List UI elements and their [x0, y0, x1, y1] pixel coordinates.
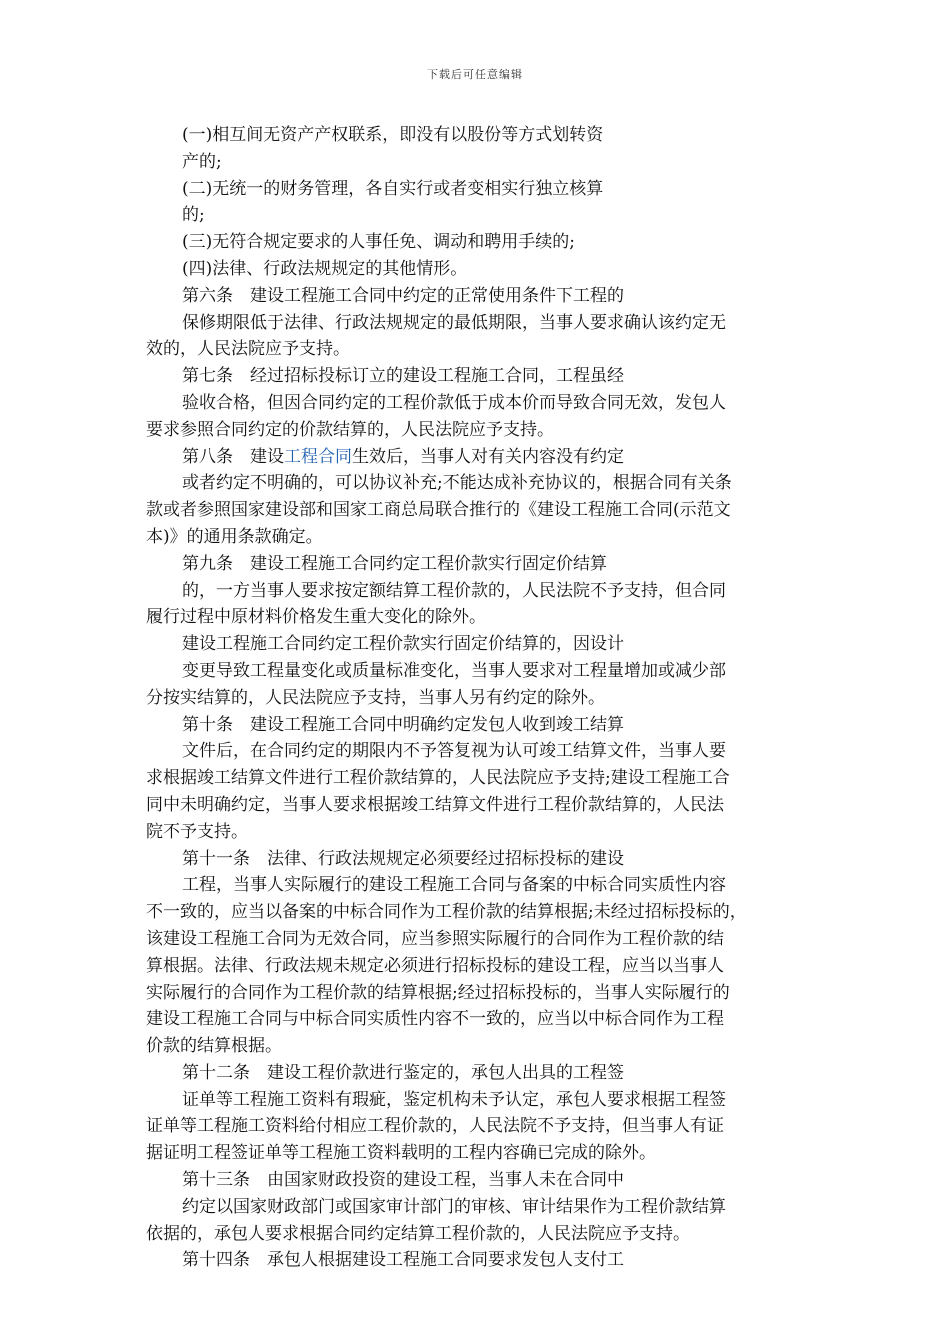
text-line: 第七条 经过招标投标订立的建设工程施工合同，工程虽经	[182, 366, 624, 387]
text-line: 验收合格，但因合同约定的工程价款低于成本价而导致合同无效，发包人	[182, 392, 726, 413]
text-line: (一)相互间无资产产权联系，即没有以股份等方式划转资	[182, 125, 604, 145]
text-line: 约定以国家财政部门或国家审计部门的审核、审计结果作为工程价款结算	[182, 1196, 726, 1217]
page-header: 下载后可任意编辑	[427, 68, 523, 81]
text-line: 证单等工程施工资料有瑕疵，鉴定机构未予认定，承包人要求根据工程签	[182, 1089, 726, 1110]
text-line	[146, 444, 816, 471]
text-line: 证单等工程施工资料给付相应工程价款的，人民法院不予支持，但当事人有证	[146, 1116, 724, 1137]
text-line: 变更导致工程量变化或质量标准变化，当事人要求对工程量增加或减少部	[182, 660, 726, 681]
text-line: 该建设工程施工合同为无效合同，应当参照实际履行的合同作为工程价款的结	[146, 928, 724, 949]
text-line: 分按实结算的，人民法院应予支持，当事人另有约定的除外。	[146, 687, 605, 708]
text-line: 求根据竣工结算文件进行工程价款结算的，人民法院应予支持;建设工程施工合	[146, 768, 730, 789]
text-line: 产的;	[182, 151, 222, 172]
text-line: 同中未明确约定，当事人要求根据竣工结算文件进行工程价款结算的，人民法	[146, 794, 724, 815]
text-line: 履行过程中原材料价格发生重大变化的除外。	[146, 607, 486, 628]
text-line: 或者约定不明确的，可以协议补充;不能达成补充协议的，根据合同有关条	[182, 473, 732, 494]
text-line: 建设工程施工合同与中标合同实质性内容不一致的，应当以中标合同作为工程	[146, 1009, 724, 1030]
text-line: (四)法律、行政法规规定的其他情形。	[182, 258, 468, 279]
text-line: 文件后，在合同约定的期限内不予答复视为认可竣工结算文件，当事人要	[182, 741, 726, 762]
text-line: 不一致的，应当以备案的中标合同作为工程价款的结算根据;未经过招标投标的，	[146, 902, 747, 923]
text-line: 工程，当事人实际履行的建设工程施工合同与备案的中标合同实质性内容	[182, 875, 726, 896]
text-line: 据证明工程签证单等工程施工资料载明的工程内容确已完成的除外。	[146, 1143, 656, 1164]
text-line: 第十一条 法律、行政法规规定必须要经过招标投标的建设	[182, 848, 624, 869]
text-line: 效的，人民法院应予支持。	[146, 339, 350, 360]
text-line: (三)无符合规定要求的人事任免、调动和聘用手续的;	[182, 232, 575, 253]
text-line: 第十三条 由国家财政投资的建设工程，当事人未在合同中	[182, 1170, 624, 1191]
text-line: 的，一方当事人要求按定额结算工程价款的，人民法院不予支持，但合同	[182, 580, 726, 601]
text-line: 算根据。法律、行政法规未规定必须进行招标投标的建设工程，应当以当事人	[146, 955, 724, 976]
text-line: 实际履行的合同作为工程价款的结算根据;经过招标投标的，当事人实际履行的	[146, 982, 730, 1003]
text-segment: 生效后，当事人对有关内容没有约定	[352, 446, 624, 467]
text-line: 价款的结算根据。	[146, 1036, 282, 1057]
text-line: 要求参照合同约定的价款结算的，人民法院应予支持。	[146, 419, 554, 440]
text-line: (二)无统一的财务管理，各自实行或者变相实行独立核算	[182, 178, 604, 199]
text-line: 的;	[182, 205, 205, 226]
text-line: 第十条 建设工程施工合同中明确约定发包人收到竣工结算	[182, 714, 624, 735]
text-line: 第十二条 建设工程价款进行鉴定的，承包人出具的工程签	[182, 1062, 624, 1083]
text-line: 第九条 建设工程施工合同约定工程价款实行固定价结算	[182, 553, 607, 574]
contract-link[interactable]: 工程合同	[284, 446, 352, 467]
text-line: 建设工程施工合同约定工程价款实行固定价结算的，因设计	[182, 634, 624, 655]
text-line: 本)》的通用条款确定。	[146, 526, 323, 547]
text-line: 院不予支持。	[146, 821, 248, 842]
document-body	[146, 122, 816, 1274]
text-line: 依据的，承包人要求根据合同约定结算工程价款的，人民法院应予支持。	[146, 1223, 690, 1244]
text-segment: 第八条 建设	[182, 446, 284, 467]
text-line: 第六条 建设工程施工合同中约定的正常使用条件下工程的	[182, 285, 624, 306]
text-line: 第十四条 承包人根据建设工程施工合同要求发包人支付工	[182, 1250, 624, 1271]
text-line: 款或者参照国家建设部和国家工商总局联合推行的《建设工程施工合同(示范文	[146, 500, 731, 521]
text-line: 保修期限低于法律、行政法规规定的最低期限，当事人要求确认该约定无	[182, 312, 726, 333]
